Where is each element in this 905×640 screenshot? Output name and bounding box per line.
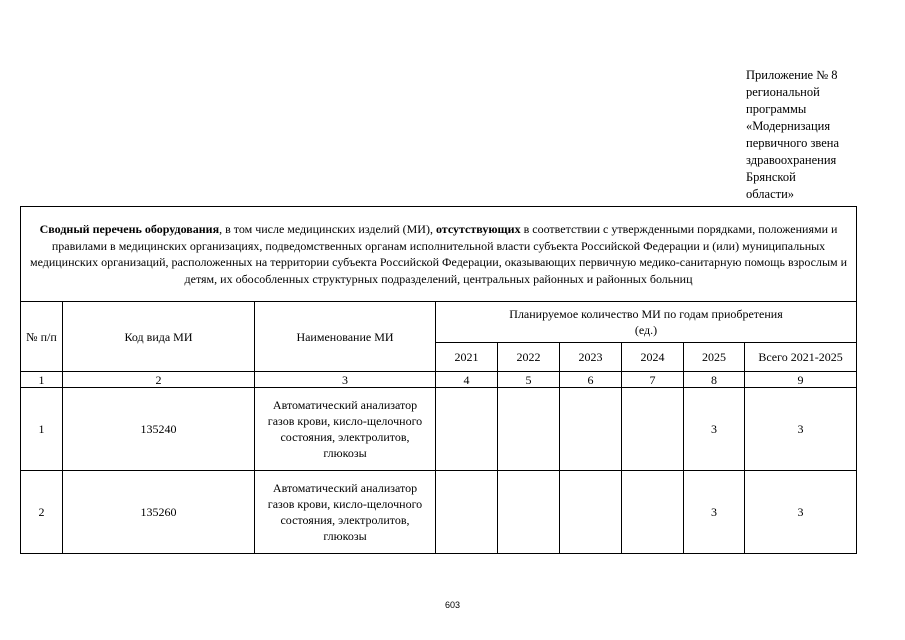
appendix-line: Приложение № 8 xyxy=(746,68,838,82)
header-planned-line: Планируемое количество МИ по годам приобретения xyxy=(509,307,783,321)
column-number: 8 xyxy=(684,372,745,388)
table-row xyxy=(21,471,857,554)
row-2022 xyxy=(498,471,560,554)
appendix-line: программы xyxy=(746,102,807,116)
header-year: 2025 xyxy=(684,343,745,372)
row-name xyxy=(255,471,436,554)
page-number: 603 xyxy=(444,600,461,610)
header-planned-unit: (ед.) xyxy=(634,323,658,337)
column-number: 7 xyxy=(622,372,684,388)
header-planned xyxy=(436,302,857,343)
row-2024 xyxy=(622,471,684,554)
header-total: Всего 2021-2025 xyxy=(745,343,857,372)
row-code: 135240 xyxy=(63,388,255,471)
header-year: 2024 xyxy=(622,343,684,372)
appendix-line: региональной xyxy=(746,85,820,99)
column-number: 6 xyxy=(560,372,622,388)
column-number: 1 xyxy=(21,372,63,388)
row-2024 xyxy=(622,388,684,471)
header-year: 2022 xyxy=(498,343,560,372)
column-number: 2 xyxy=(63,372,255,388)
caption-text: , в том числе медицинских изделий (МИ), xyxy=(219,222,436,236)
row-2021 xyxy=(436,388,498,471)
row-name-line: состояния, электролитов, xyxy=(280,430,410,444)
row-name-line: состояния, электролитов, xyxy=(280,513,410,527)
column-number: 5 xyxy=(498,372,560,388)
row-total: 3 xyxy=(745,388,857,471)
row-num: 2 xyxy=(21,471,63,554)
row-2022 xyxy=(498,388,560,471)
appendix-header xyxy=(746,67,866,203)
row-2021 xyxy=(436,471,498,554)
appendix-line: области» xyxy=(746,187,795,201)
row-name-line: газов крови, кисло-щелочного xyxy=(267,414,423,428)
table-caption xyxy=(21,207,857,302)
caption-text: в соответствии с утвержденными порядками, положениями и правилами в медицинских организациях, подведомственных органам исполнительной власти субъекта Российской Федерации и (или) муниципальных медицинских организаций, расположенных на территории субъекта Российской Федерации, оказывающих первичную медико-санитарную помощь взрослым и детям, их обособленных структурных подразделений, центральных районных и районных больниц xyxy=(29,222,848,286)
row-2023 xyxy=(560,388,622,471)
column-number-row xyxy=(21,372,857,388)
equipment-table xyxy=(20,206,857,554)
caption-bold: Сводный перечень оборудования xyxy=(39,222,220,236)
row-code: 135260 xyxy=(63,471,255,554)
row-2025: 3 xyxy=(684,471,745,554)
header-name: Наименование МИ xyxy=(255,302,436,372)
row-name xyxy=(255,388,436,471)
row-name-line: газов крови, кисло-щелочного xyxy=(267,497,423,511)
row-name-line: Автоматический анализатор xyxy=(272,481,418,495)
row-num: 1 xyxy=(21,388,63,471)
appendix-line: первичного звена xyxy=(746,136,840,150)
table-row xyxy=(21,388,857,471)
row-name-line: глюкозы xyxy=(323,446,367,460)
row-total: 3 xyxy=(745,471,857,554)
header-num: № п/п xyxy=(21,302,63,372)
column-number: 9 xyxy=(745,372,857,388)
appendix-line: «Модернизация xyxy=(746,119,831,133)
appendix-line: Брянской xyxy=(746,170,796,184)
row-name-line: Автоматический анализатор xyxy=(272,398,418,412)
row-2025: 3 xyxy=(684,388,745,471)
column-number: 3 xyxy=(255,372,436,388)
appendix-line: здравоохранения xyxy=(746,153,837,167)
row-name-line: глюкозы xyxy=(323,529,367,543)
column-number: 4 xyxy=(436,372,498,388)
header-code: Код вида МИ xyxy=(63,302,255,372)
caption-bold: отсутствующих xyxy=(435,222,521,236)
header-year: 2023 xyxy=(560,343,622,372)
header-year: 2021 xyxy=(436,343,498,372)
row-2023 xyxy=(560,471,622,554)
